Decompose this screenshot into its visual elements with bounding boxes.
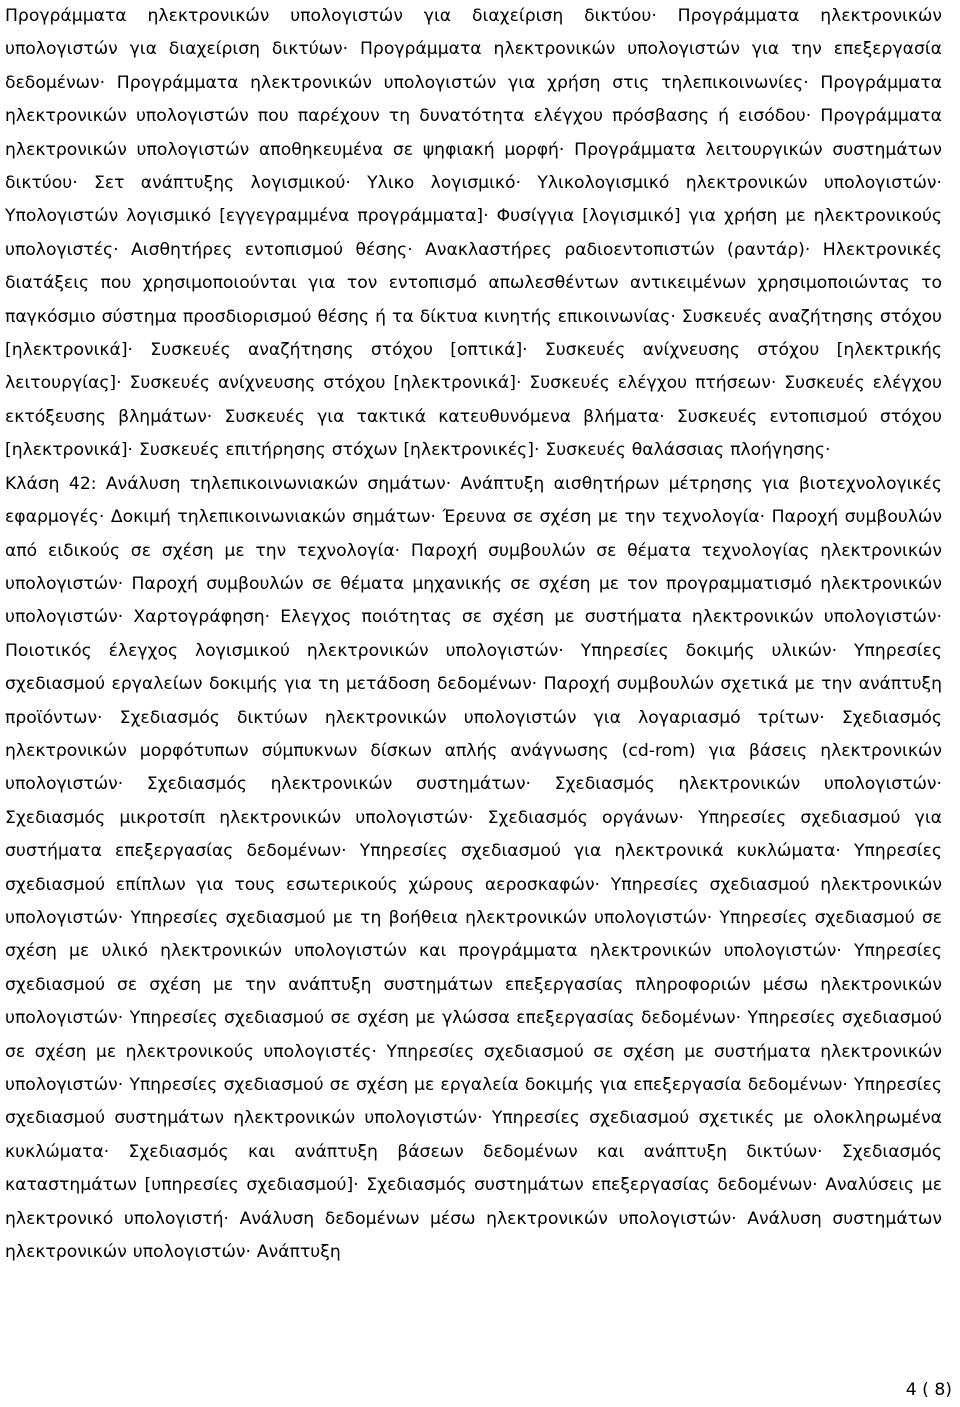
document-page	[5, 0, 942, 1269]
page-number: 4 ( 8)	[905, 1380, 952, 1400]
class-42-services-paragraph: Κλάση 42: Ανάλυση τηλεπικοινωνιακών σημάτων· Ανάπτυξη αισθητήρων μέτρησης για βιοτεχνολογικές εφαρμογές· Δοκιμή τηλεπικοινωνιακών σημάτων· Έρευνα σε σχέση με την τεχνολογία· Παροχή συμβουλών από ειδικούς σε σχέση με την τεχνολογία· Παροχή συμβουλών σε θέματα τεχνολογίας ηλεκτρονικών υπολογιστών· Παροχή συμβουλών σε θέματα μηχανικής σε σχέση με τον προγραμματισμό ηλεκτρονικών υπολογιστών· Χαρτογράφηση· Ελεγχος ποιότητας σε σχέση με συστήματα ηλεκτρονικών υπολογιστών· Ποιοτικός έλεγχος λογισμικού ηλεκτρονικών υπολογιστών· Υπηρεσίες δοκιμής υλικών· Υπηρεσίες σχεδιασμού εργαλείων δοκιμής για τη μετάδοση δεδομένων· Παροχή συμβουλών σχετικά με την ανάπτυξη προϊόντων· Σχεδιασμός δικτύων ηλεκτρονικών υπολογιστών για λογαριασμό τρίτων· Σχεδιασμός ηλεκτρονικών μορφότυπων σύμπυκνων δίσκων απλής ανάγνωσης (cd-rom) για βάσεις ηλεκτρονικών υπολογιστών· Σχεδιασμός ηλεκτρονικών συστημάτων· Σχεδιασμός ηλεκτρονικών υπολογιστών· Σχεδιασμός μικροτσίπ ηλεκτρονικών υπολογιστών· Σχεδιασμός οργάνων· Υπηρεσίες σχεδιασμού για συστήματα επεξεργασίας δεδομένων· Υπηρεσίες σχεδιασμού για ηλεκτρονικά κυκλώματα· Υπηρεσίες σχεδιασμού επίπλων για τους εσωτερικούς χώρους αεροσκαφών· Υπηρεσίες σχεδιασμού ηλεκτρονικών υπολογιστών· Υπηρεσίες σχεδιασμού με τη βοήθεια ηλεκτρονικών υπολογιστών· Υπηρεσίες σχεδιασμού σε σχέση με υλικό ηλεκτρονικών υπολογιστών και προγράμματα ηλεκτρονικών υπολογιστών· Υπηρεσίες σχεδιασμού σε σχέση με την ανάπτυξη συστημάτων επεξεργασίας πληροφοριών μέσω ηλεκτρονικών υπολογιστών· Υπηρεσίες σχεδιασμού σε σχέση με γλώσσα επεξεργασίας δεδομένων· Υπηρεσίες σχεδιασμού σε σχέση με ηλεκτρονικούς υπολογιστές· Υπηρεσίες σχεδιασμού σε σχέση με συστήματα ηλεκτρονικών υπολογιστών· Υπηρεσίες σχεδιασμού σε σχέση με εργαλεία δοκιμής για επεξεργασία δεδομένων· Υπηρεσίες σχεδιασμού συστημάτων ηλεκτρονικών υπολογιστών· Υπηρεσίες σχεδιασμού σχετικές με ολοκληρωμένα κυκλώματα· Σχεδιασμός και ανάπτυξη βάσεων δεδομένων και ανάπτυξη δικτύων· Σχεδιασμός καταστημάτων [υπηρεσίες σχεδιασμού]· Σχεδιασμός συστημάτων επεξεργασίας δεδομένων· Αναλύσεις με ηλεκτρονικό υπολογιστή· Ανάλυση δεδομένων μέσω ηλεκτρονικών υπολογιστών· Ανάλυση συστημάτων ηλεκτρονικών υπολογιστών· Ανάπτυξη	[5, 473, 942, 1263]
class-9-goods-paragraph: Προγράμματα ηλεκτρονικών υπολογιστών για διαχείριση δικτύου· Προγράμματα ηλεκτρονικών υπολογιστών για διαχείριση δικτύων· Προγράμματα ηλεκτρονικών υπολογιστών για την επεξεργασία δεδομένων· Προγράμματα ηλεκτρονικών υπολογιστών για χρήση στις τηλεπικοινωνίες· Προγράμματα ηλεκτρονικών υπολογιστών που παρέχουν τη δυνατότητα ελέγχου πρόσβασης ή εισόδου· Προγράμματα ηλεκτρονικών υπολογιστών αποθηκευμένα σε ψηφιακή μορφή· Προγράμματα λειτουργικών συστημάτων δικτύου· Σετ ανάπτυξης λογισμικού· Υλικο λογισμικό· Υλικολογισμικό ηλεκτρονικών υπολογιστών· Υπολογιστών λογισμικό [εγγεγραμμένα προγράμματα]· Φυσίγγια [λογισμικό] για χρήση με ηλεκτρονικούς υπολογιστές· Αισθητήρες εντοπισμού θέσης· Ανακλαστήρες ραδιοεντοπιστών (ραντάρ)· Ηλεκτρονικές διατάξεις που χρησιμοποιούνται για τον εντοπισμό απωλεσθέντων αντικειμένων χρησιμοποιώντας το παγκόσμιο σύστημα προσδιορισμού θέσης ή τα δίκτυα κινητής επικοινωνίας· Συσκευές αναζήτησης στόχου [ηλεκτρονικά]· Συσκευές αναζήτησης στόχου [οπτικά]· Συσκευές ανίχνευσης στόχου [ηλεκτρικής λειτουργίας]· Συσκευές ανίχνευσης στόχου [ηλεκτρονικά]· Συσκευές ελέγχου πτήσεων· Συσκευές ελέγχου εκτόξευσης βλημάτων· Συσκευές για τακτικά κατευθυνόμενα βλήματα· Συσκευές εντοπισμού στόχου [ηλεκτρονικά]· Συσκευές επιτήρησης στόχων [ηλεκτρονικές]· Συσκευές θαλάσσιας πλοήγησης·	[5, 6, 942, 461]
